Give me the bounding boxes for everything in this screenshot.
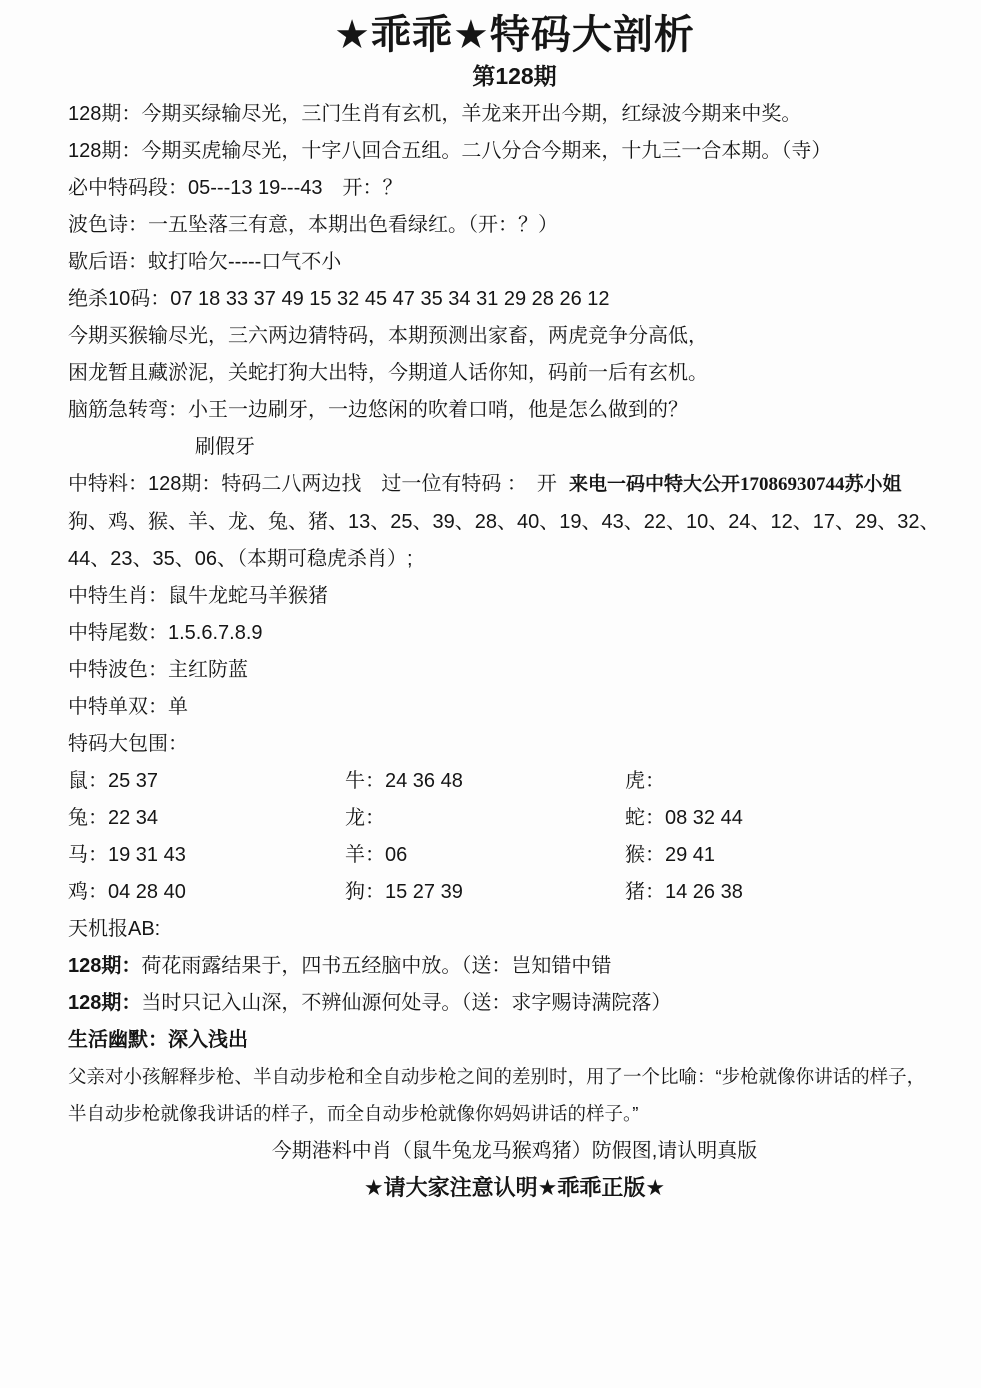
big-surround-table [68, 767, 961, 915]
tianji-line-2-text: 当时只记入山深，不辨仙源何处寻。（送：求字赐诗满院落） [141, 992, 672, 1014]
table-cell-goat: 羊：06 [345, 844, 408, 866]
tianji-line-1-issue: 128期： [68, 955, 142, 977]
table-cell-rabbit: 兔：22 34 [68, 807, 159, 829]
zhongte-odd-even: 中特单双：单 [68, 696, 188, 718]
table-cell-dog: 狗：15 27 39 [345, 881, 463, 903]
zhongte-main-line [68, 470, 961, 499]
zhongte-wave-color: 中特波色：主红防蓝 [68, 659, 248, 681]
table-cell-monkey: 猴：29 41 [625, 844, 716, 866]
humor-line-2: 半自动步枪就像我讲话的样子，而全自动步枪就像你妈妈讲话的样子。” [68, 1103, 639, 1124]
zhongte-main-text: 中特料：128期：特码二八两边找 过一位有特码 ： 开 [68, 473, 557, 495]
humor-line-1: 父亲对小孩解释步枪、半自动步枪和全自动步枪之间的差别时，用了一个比喻：“步枪就像你讲话的样子， [68, 1066, 926, 1087]
tianji-line-2 [68, 989, 961, 1017]
must-hit-segment: 必中特码段：05---13 19---43 开：？ [68, 177, 403, 199]
zhongte-numbers-2: 44、23、35、06、（本期可稳虎杀肖）; [68, 548, 413, 570]
zhongte-numbers-1: 狗、鸡、猴、羊、龙、兔、猪、13、25、39、28、40、19、43、22、10、24、12、17、29、32、 [68, 511, 940, 533]
wave-color-poem: 波色诗：一五坠落三有意，本期出色看绿红。（开：？） [68, 214, 558, 236]
prediction-line-1: 128期：今期买绿输尽光，三门生肖有玄机，羊龙来开出今期，红绿波今期来中奖。 [68, 103, 802, 125]
tianji-line-1 [68, 952, 961, 980]
verse-line-1: 今期买猴输尽光，三六两边猜特码，本期预测出家畜，两虎竞争分高低， [68, 325, 708, 347]
zhongte-tail-numbers: 中特尾数：1.5.6.7.8.9 [68, 622, 263, 644]
table-cell-ox: 牛：24 36 48 [345, 770, 463, 792]
genuine-brand-line: ★请大家注意认明★乖乖正版★ [363, 1175, 666, 1200]
table-cell-rat: 鼠：25 37 [68, 770, 159, 792]
big-surround-title: 特码大包围： [68, 733, 188, 755]
table-cell-snake: 蛇：08 32 44 [625, 807, 743, 829]
page-title: ★乖乖★特码大剖析 [334, 13, 695, 57]
issue-number: 第128期 [472, 63, 557, 89]
table-cell-dragon: 龙： [345, 807, 385, 829]
xiehouyu-line: 歇后语：蚊打哈欠-----口气不小 [68, 251, 342, 273]
table-cell-pig: 猪：14 26 38 [625, 881, 743, 903]
kill-10-codes: 绝杀10码：07 18 33 37 49 15 32 45 47 35 34 31 29 28 26 12 [68, 288, 610, 310]
anti-fake-note: 今期港料中肖（鼠牛兔龙马猴鸡猪）防假图,请认明真版 [271, 1140, 758, 1162]
tianji-line-2-issue: 128期： [68, 992, 142, 1014]
prediction-line-2: 128期：今期买虎输尽光，十字八回合五组。二八分合今期来，十九三一合本期。（寺） [68, 140, 832, 162]
brain-teaser-answer: 刷假牙 [195, 436, 255, 458]
humor-title: 生活幽默：深入浅出 [68, 1029, 248, 1051]
brain-teaser: 脑筋急转弯：小王一边刷牙，一边悠闲的吹着口哨，他是怎么做到的？ [68, 399, 688, 421]
hotline-ad: 来电一码中特大公开17086930744苏小姐 [568, 474, 902, 495]
table-cell-tiger: 虎： [625, 770, 665, 792]
zhongte-zodiac: 中特生肖：鼠牛龙蛇马羊猴猪 [68, 585, 328, 607]
tianji-line-1-text: 荷花雨露结果于，四书五经脑中放。（送：岂知错中错 [141, 955, 612, 977]
table-cell-horse: 马：19 31 43 [68, 844, 186, 866]
table-cell-rooster: 鸡：04 28 40 [68, 881, 186, 903]
verse-line-2: 困龙暂且藏淤泥，关蛇打狗大出特，今期道人话你知，码前一后有玄机。 [68, 362, 708, 384]
tianji-title: 天机报AB: [68, 918, 161, 940]
